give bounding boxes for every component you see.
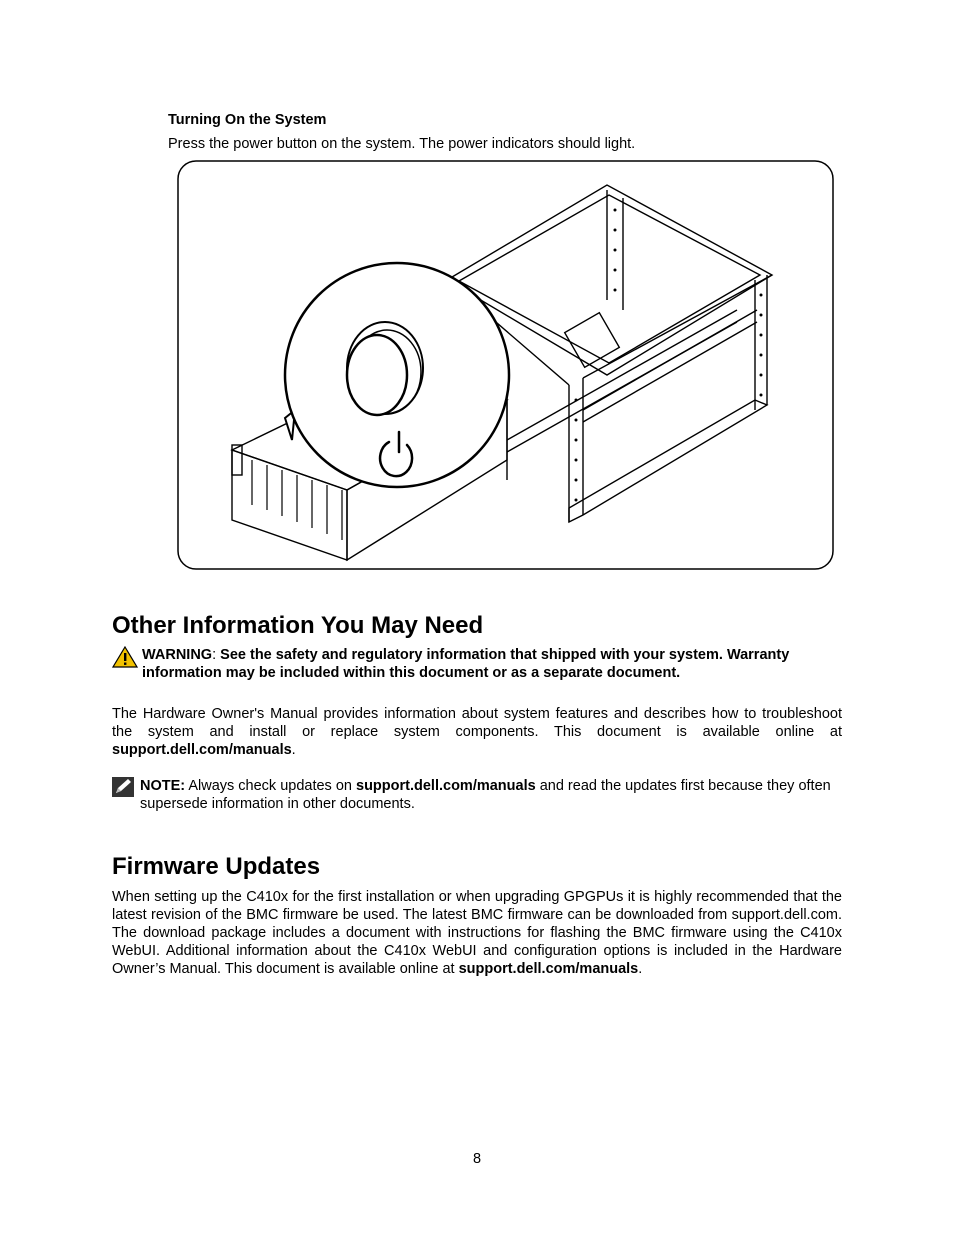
note-link[interactable]: support.dell.com/manuals bbox=[356, 778, 536, 794]
power-button-figure bbox=[177, 160, 834, 570]
power-button-icon bbox=[347, 322, 423, 415]
firmware-text: When setting up the C410x for the first installation or when upgrading GPGPUs it is highly recommended that the latest revision of the BMC firmware be used. The latest BMC firmware can be downloaded from support.dell.com. The download package includes a document with instructions for flashing the BMC firmware using the C410x WebUI. Additional information about the C410x WebUI and configuration options is included in the Hardware Owner’s Manual. This document is available online at bbox=[112, 889, 842, 977]
manual-text: The Hardware Owner's Manual provides information about system features and describes how to troubleshoot the system and install or replace system components. This document is available online at bbox=[112, 706, 842, 740]
note-text-before: Always check updates on bbox=[185, 778, 356, 794]
manual-end: . bbox=[291, 742, 296, 758]
manual-link[interactable]: support.dell.com/manuals bbox=[112, 742, 292, 758]
note-pencil-icon bbox=[112, 777, 134, 797]
warning-triangle-icon bbox=[112, 646, 138, 668]
page-number: 8 bbox=[472, 1151, 482, 1167]
warning-text: See the safety and regulatory information that shipped with your system. Warranty information may be included within this document or as a separate document. bbox=[142, 647, 790, 681]
firmware-paragraph bbox=[112, 888, 842, 978]
warning-separator: : bbox=[212, 647, 217, 663]
note-block bbox=[112, 777, 842, 813]
firmware-link[interactable]: support.dell.com/manuals bbox=[458, 961, 639, 977]
warning-block bbox=[112, 646, 842, 682]
manual-paragraph bbox=[112, 705, 842, 759]
instruction-text: Press the power button on the system. The power indicators should light. bbox=[168, 136, 636, 152]
note-text-after: and read the updates first because they often supersede information in other documents. bbox=[140, 778, 831, 812]
heading-firmware-updates: Firmware Updates bbox=[112, 853, 321, 880]
warning-label: WARNING bbox=[142, 647, 213, 663]
heading-other-information: Other Information You May Need bbox=[112, 612, 484, 639]
note-label: NOTE: bbox=[140, 778, 186, 794]
subheading-turning-on: Turning On the System bbox=[168, 112, 327, 128]
firmware-end: . bbox=[638, 961, 643, 977]
